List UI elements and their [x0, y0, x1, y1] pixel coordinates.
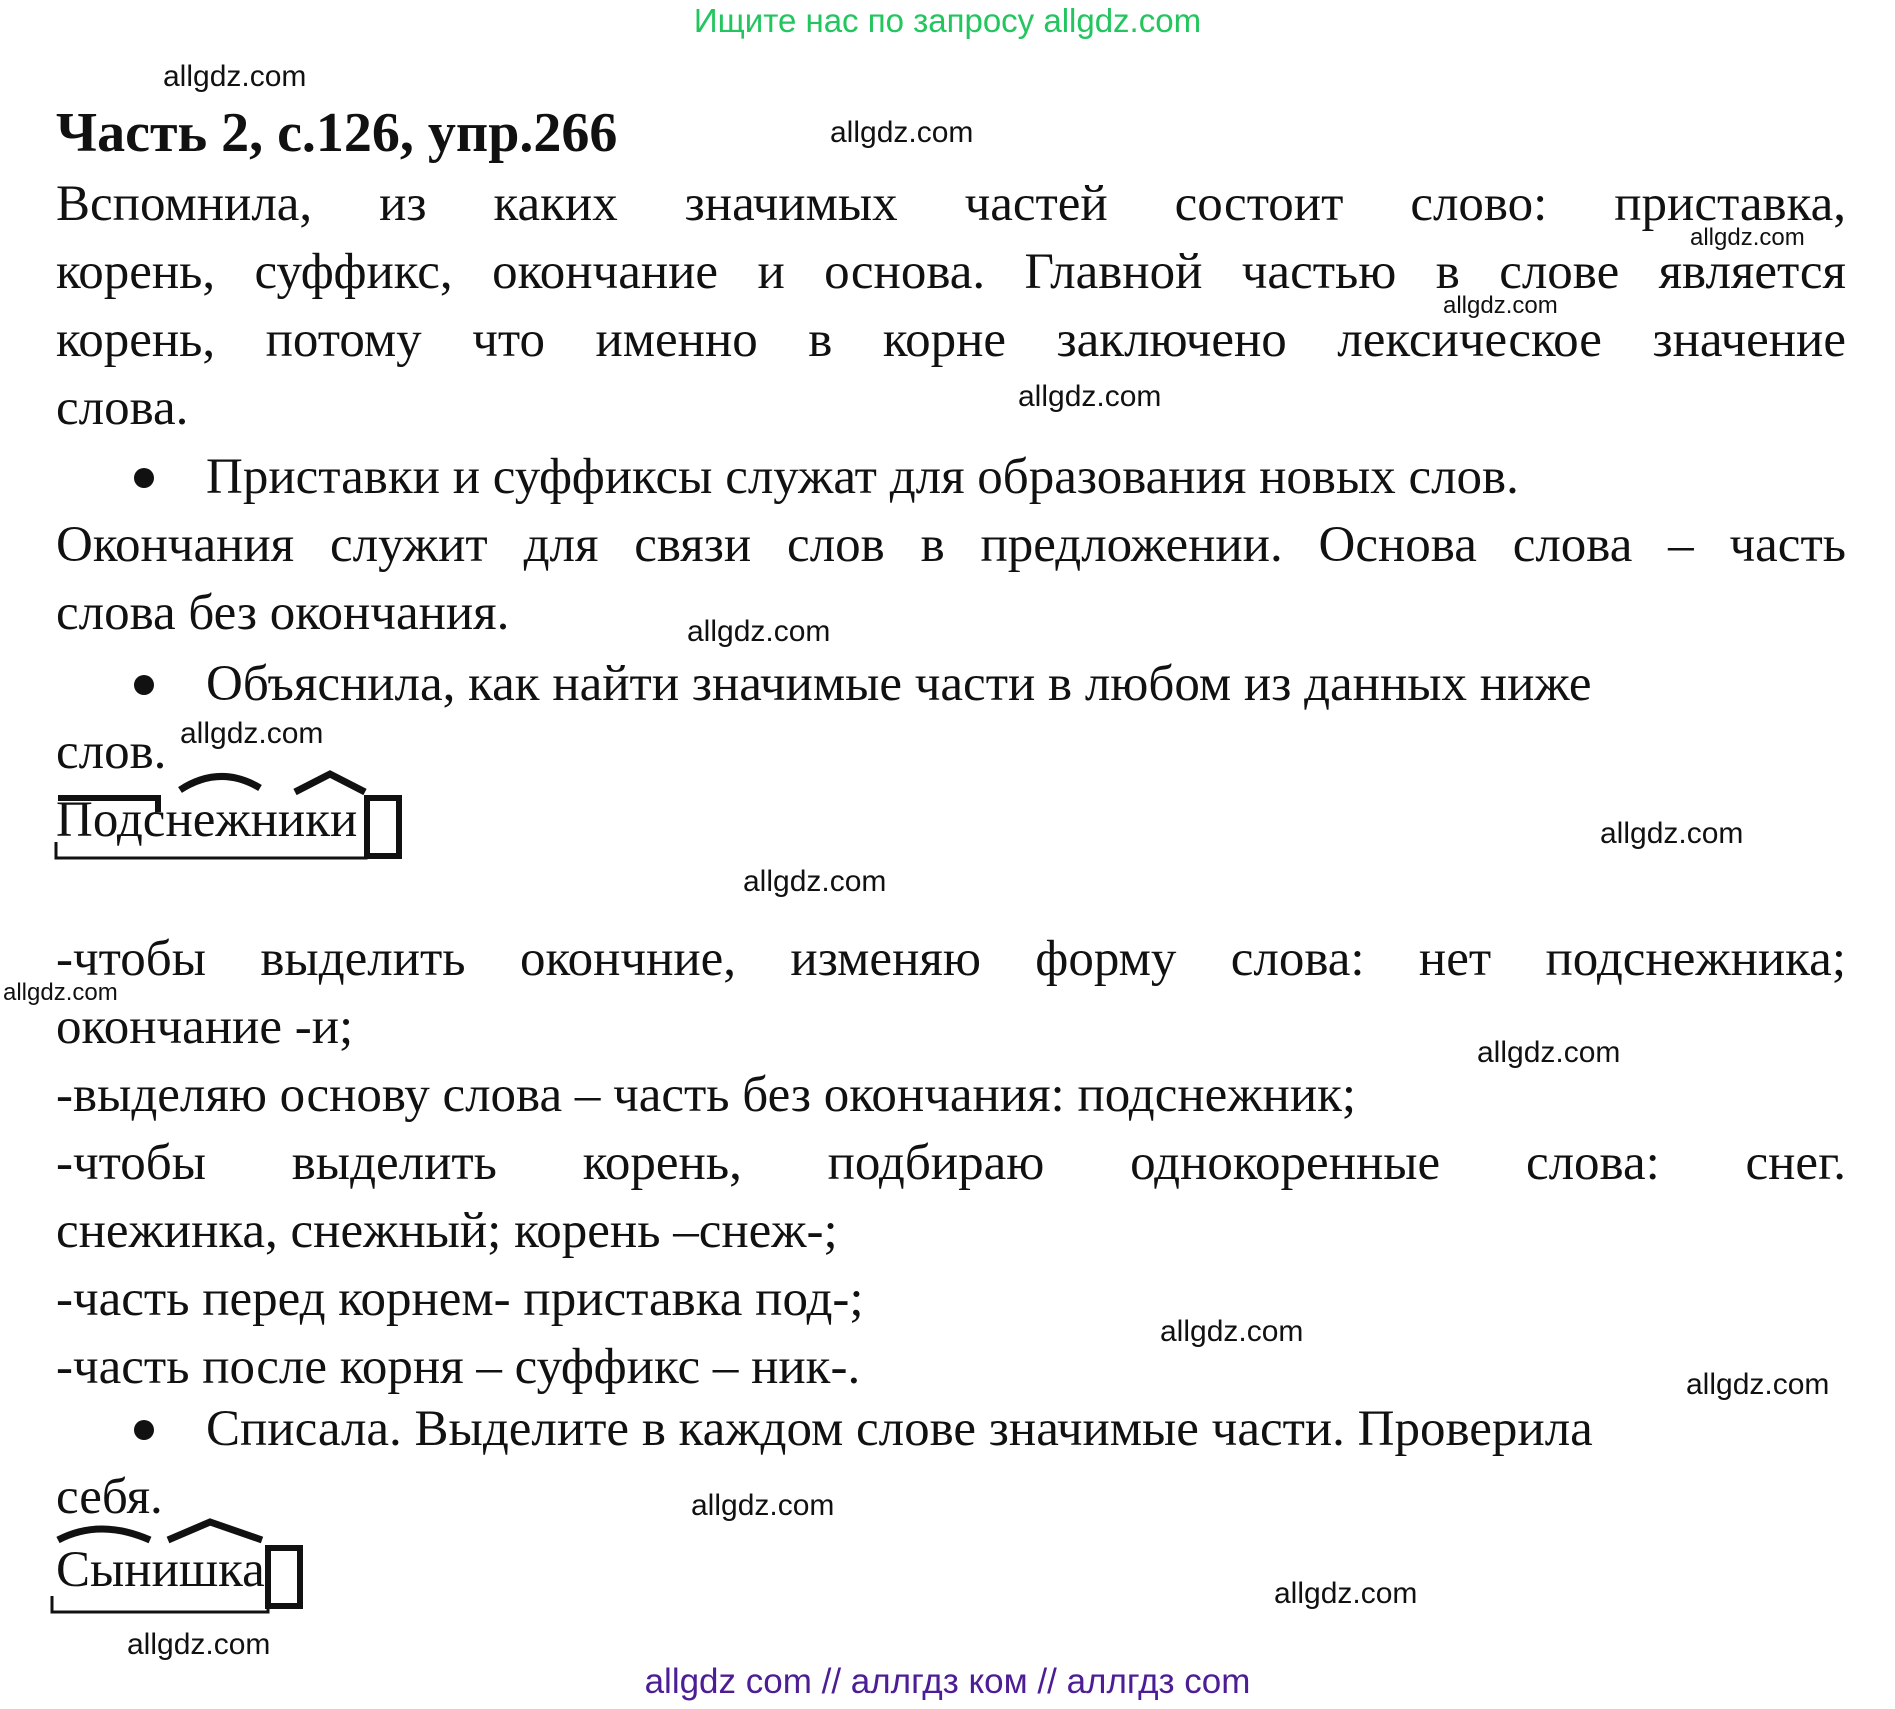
- analysis-line: -чтобы выделить корень, подбираю однокоренные слова: снег.: [56, 1135, 1846, 1191]
- watermark: allgdz.com: [743, 865, 887, 898]
- analysis-line: окончание -и;: [56, 999, 354, 1055]
- intro-line: Вспомнила, из каких значимых частей состоит слово: приставка,: [56, 176, 1846, 232]
- prefix-corner-icon: [58, 798, 158, 812]
- bullet-paragraph-3: [56, 1395, 1846, 1531]
- intro-line: слова.: [56, 380, 189, 436]
- bullet-paragraph-1: [56, 443, 1846, 647]
- suffix-caret-icon: [295, 774, 365, 792]
- bullet-icon: [134, 1420, 154, 1440]
- analysis-line: -выделяю основу слова – часть без окончания: подснежник;: [56, 1067, 1357, 1123]
- morpheme-marks-synishka: [40, 1518, 320, 1618]
- watermark: allgdz.com: [1477, 1036, 1621, 1069]
- ending-box-icon: [367, 798, 399, 856]
- watermark: allgdz.com: [1274, 1577, 1418, 1610]
- bullet-line: слова без окончания.: [56, 585, 510, 641]
- footer-links: allgdz com // аллгдз ком // аллгдз com: [644, 1662, 1251, 1701]
- watermark: allgdz.com: [163, 60, 307, 93]
- intro-line: корень, потому что именно в корне заключено лексическое значение: [56, 312, 1846, 368]
- intro-paragraph: [56, 170, 1846, 442]
- watermark: allgdz.com: [1160, 1315, 1304, 1348]
- bullet-item-line: [56, 443, 1846, 511]
- watermark: allgdz.com: [1686, 1368, 1830, 1401]
- morpheme-word-podsnezhniki: Подснежники: [56, 792, 358, 848]
- page-title: Часть 2, с.126, упр.266: [56, 102, 618, 164]
- bullet-icon: [134, 468, 154, 488]
- root-arc-icon: [58, 1529, 150, 1540]
- bullet-item-line: [56, 650, 1846, 718]
- bullet-line: Окончания служит для связи слов в предложении. Основа слова – часть: [56, 517, 1846, 573]
- watermark: allgdz.com: [180, 717, 324, 750]
- ending-box-icon: [268, 1548, 300, 1606]
- morpheme-word-synishka: Сынишка: [56, 1542, 265, 1598]
- analysis-line: -часть перед корнем- приставка под-;: [56, 1271, 864, 1327]
- analysis-steps: [56, 925, 1846, 1401]
- analysis-line: -часть после корня – суффикс – ник-.: [56, 1339, 861, 1395]
- suffix-caret-icon: [168, 1522, 262, 1540]
- watermark: allgdz.com: [691, 1489, 835, 1522]
- watermark: allgdz.com: [127, 1628, 271, 1661]
- morpheme-marks-podsnezhniki: [40, 770, 420, 870]
- bullet-item-line: [56, 1395, 1846, 1463]
- watermark: allgdz.com: [3, 979, 118, 1006]
- stem-bracket-icon: [56, 842, 366, 858]
- watermark: allgdz.com: [830, 116, 974, 149]
- bullet-line: себя.: [56, 1469, 163, 1525]
- intro-line: корень, суффикс, окончание и основа. Главной частью в слове является: [56, 244, 1846, 300]
- watermark: allgdz.com: [687, 615, 831, 648]
- watermark: allgdz.com: [1018, 380, 1162, 413]
- analysis-line: -чтобы выделить окончние, изменяю форму слова: нет подснежника;: [56, 931, 1846, 987]
- bullet-text: Списала. Выделите в каждом слове значимые части. Проверила: [206, 1401, 1593, 1457]
- watermark: allgdz.com: [1690, 224, 1805, 251]
- watermark: allgdz.com: [1443, 292, 1558, 319]
- bullet-icon: [134, 675, 154, 695]
- top-search-banner: Ищите нас по запросу allgdz.com: [693, 2, 1202, 39]
- bullet-text: Приставки и суффиксы служат для образования новых слов.: [206, 449, 1519, 505]
- bullet-text: Объяснила, как найти значимые части в любом из данных ниже: [206, 656, 1592, 712]
- stem-bracket-icon: [52, 1596, 268, 1612]
- root-arc-icon: [180, 776, 260, 790]
- bullet-paragraph-2: [56, 650, 1846, 786]
- watermark: allgdz.com: [1600, 817, 1744, 850]
- bullet-line: слов.: [56, 724, 167, 780]
- analysis-line: снежинка, снежный; корень –снеж-;: [56, 1203, 838, 1259]
